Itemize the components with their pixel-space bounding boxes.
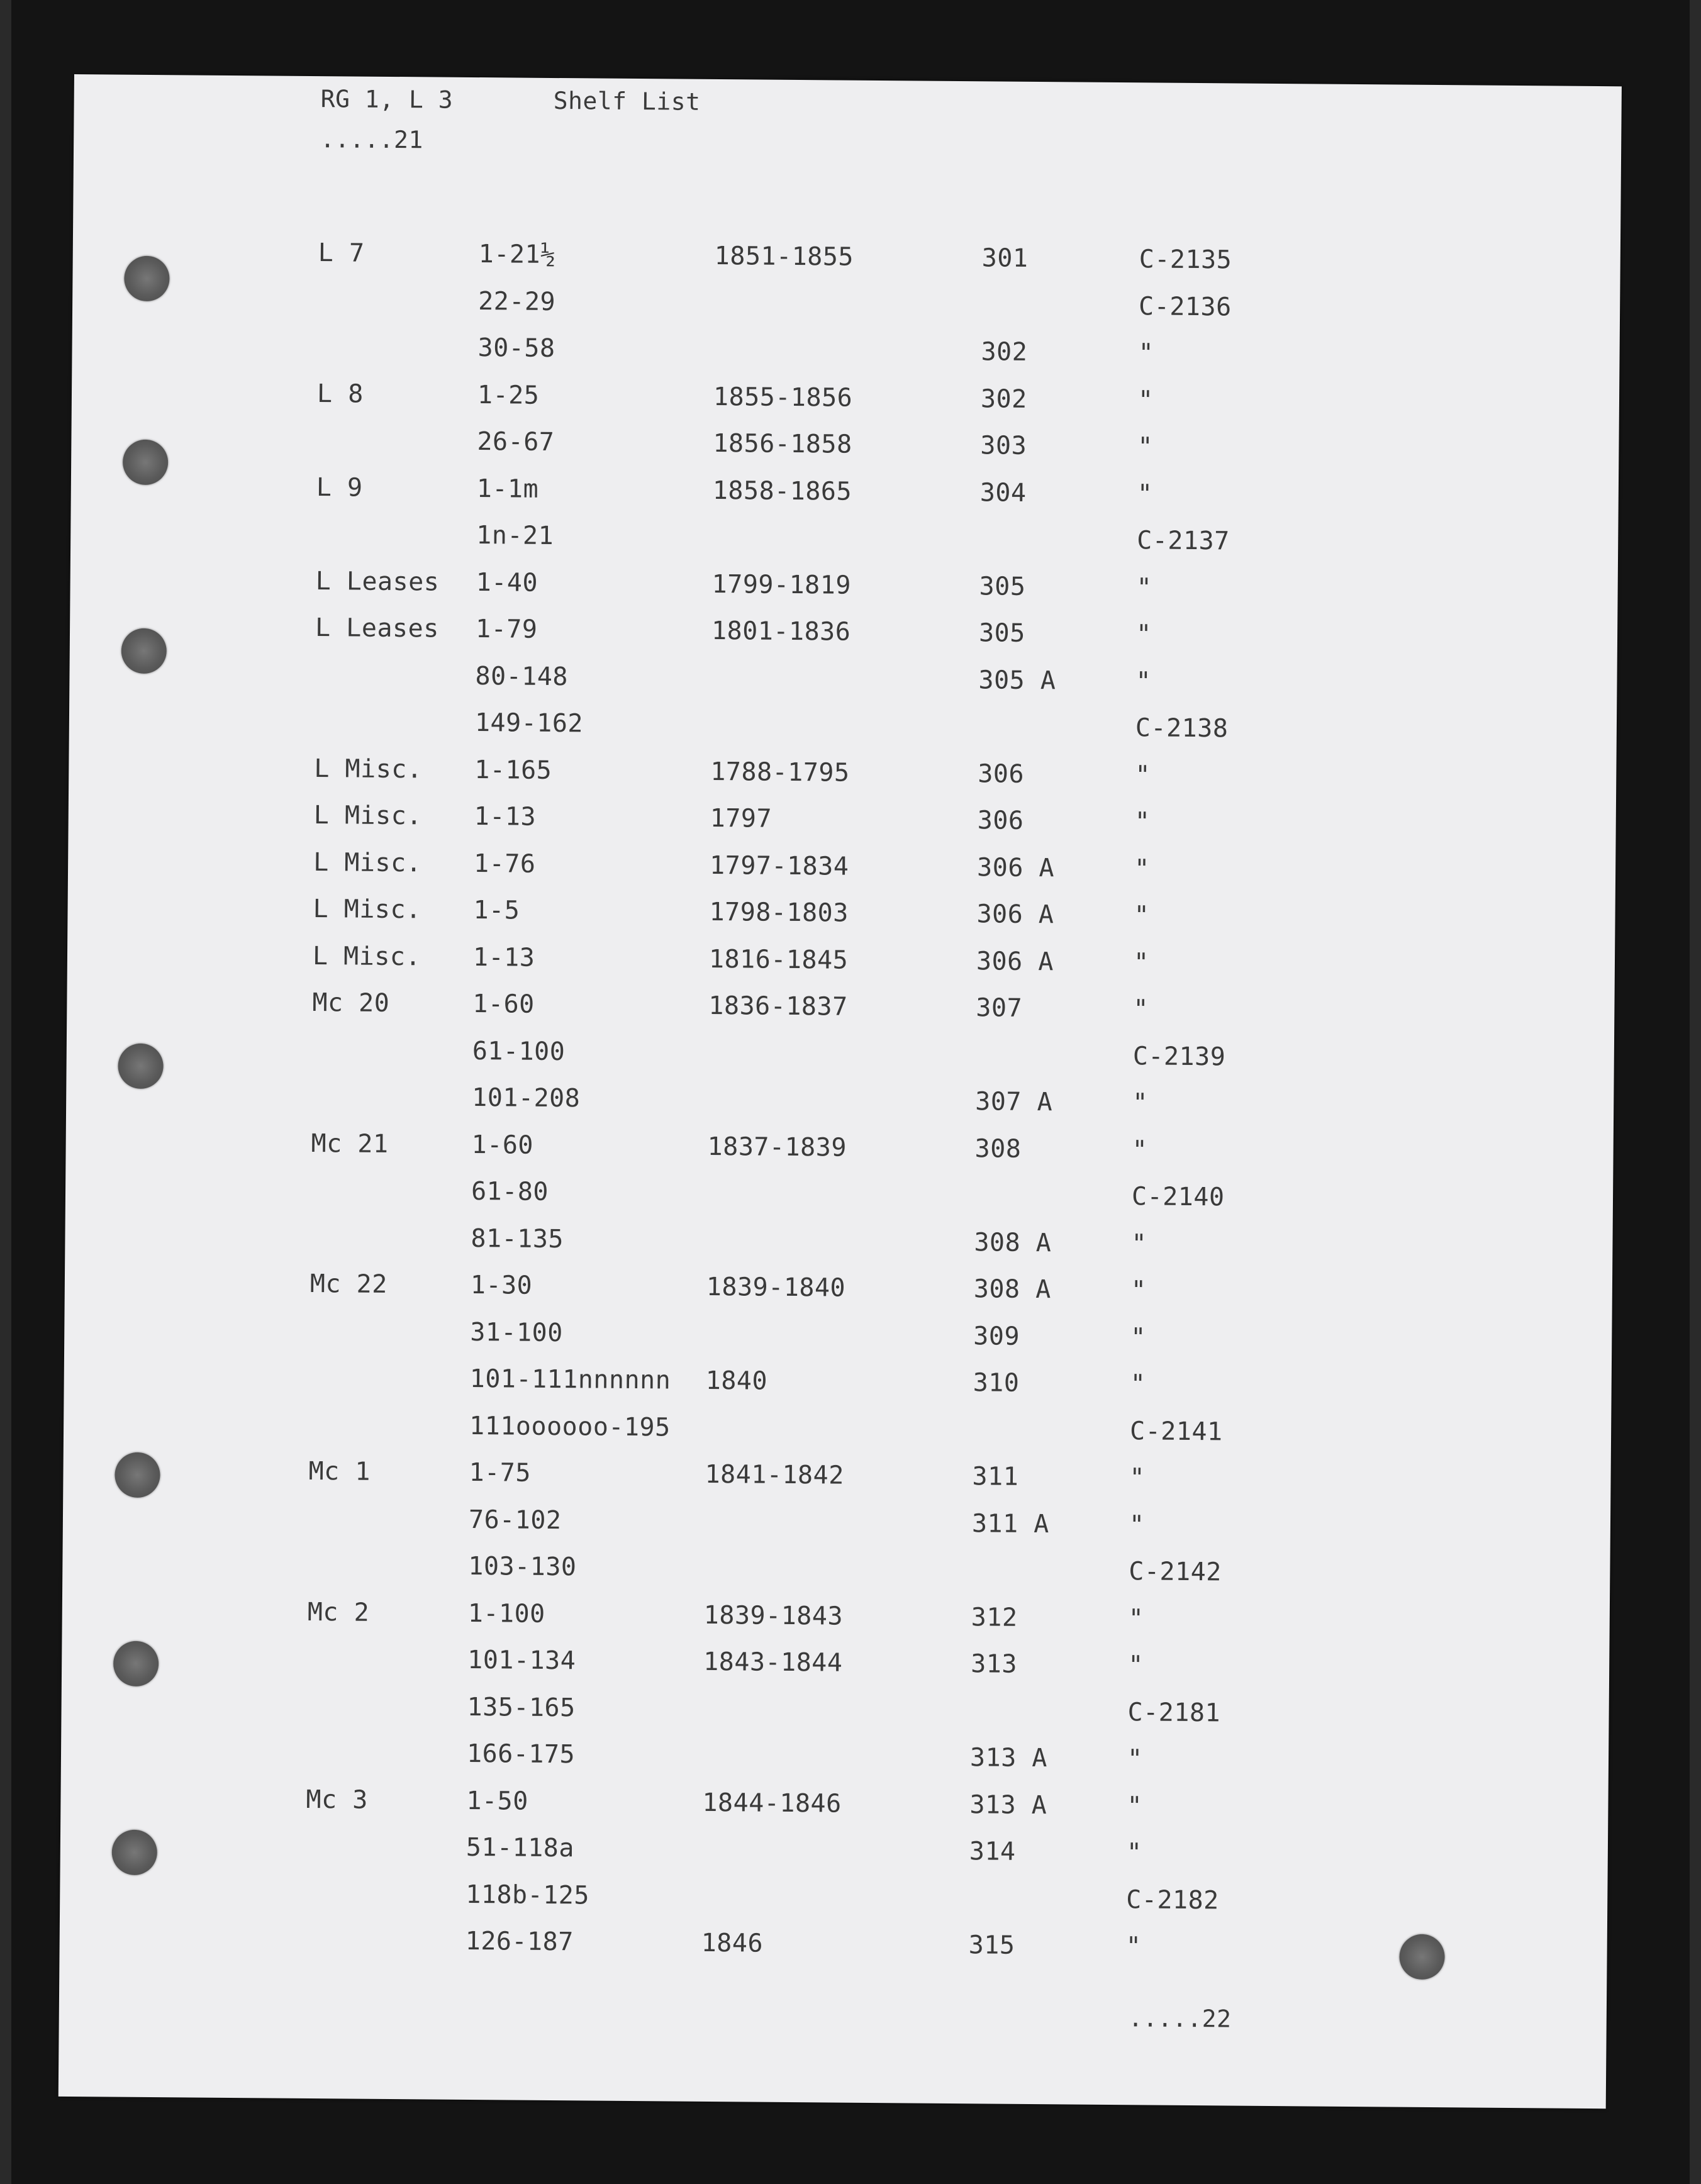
table-row [65,1174,1613,1223]
box-number: 305 [979,571,1026,601]
reel-number: " [1135,666,1152,696]
reel-number: C-2135 [1139,245,1232,275]
reel-number: " [1128,1651,1144,1680]
reel-number: " [1128,1603,1144,1633]
series-label: L Misc. [312,941,421,971]
series-label: Mc 22 [310,1269,388,1299]
table-row [63,1502,1610,1551]
item-range: 1-13 [474,802,537,832]
item-range: 1-60 [471,1130,534,1160]
reel-number: " [1131,1228,1147,1258]
reel-number: " [1134,854,1150,883]
box-number: 308 A [974,1227,1052,1257]
item-range: 149-162 [474,708,584,738]
reel-number: C-2139 [1132,1041,1226,1071]
item-range: 31-100 [470,1317,563,1347]
date-range: 1839-1843 [703,1600,844,1631]
item-range: 118b-125 [466,1880,590,1910]
item-range: 111oooooo-195 [469,1411,671,1442]
item-range: 1-5 [473,896,520,925]
reel-number: " [1135,620,1152,649]
date-range: 1856-1858 [713,428,852,459]
table-row [67,1033,1614,1083]
item-range: 61-100 [472,1036,566,1066]
box-number: 315 [968,1930,1015,1960]
date-range: 1851-1855 [714,242,854,272]
item-range: 26-67 [477,427,555,457]
date-range: 1837-1839 [707,1132,847,1162]
reel-number: " [1136,572,1152,602]
reel-number: " [1137,479,1153,508]
date-range: 1836-1837 [708,991,848,1022]
series-label: Mc 1 [308,1456,371,1486]
date-range: 1840 [705,1366,768,1396]
box-number: 311 [972,1462,1019,1491]
item-range: 1-165 [474,755,552,785]
date-range: 1846 [701,1928,764,1958]
reel-number: " [1129,1463,1146,1493]
table-row [60,1830,1608,1880]
item-range: 1-79 [475,615,538,644]
series-label: Mc 20 [312,988,390,1018]
box-number: 313 A [969,1790,1047,1820]
table-row [71,424,1619,474]
reel-number: C-2142 [1129,1557,1222,1587]
series-label: L Misc. [313,847,422,878]
box-number: 302 [981,337,1028,367]
reel-number: " [1133,994,1149,1024]
table-row [62,1595,1610,1645]
item-range: 1-75 [469,1457,532,1488]
reel-number: " [1127,1744,1143,1774]
box-number: 305 A [978,665,1056,695]
item-range: 101-208 [472,1083,581,1113]
series-label: L Misc. [313,894,421,925]
table-row [62,1549,1610,1598]
date-range: 1799-1819 [711,569,852,600]
item-range: 1-13 [472,942,535,972]
next-page-reference: .....22 [1128,2004,1232,2033]
reel-number: " [1130,1369,1146,1399]
document-title: Shelf List [553,86,701,116]
date-range: 1839-1840 [706,1272,846,1303]
item-range: 166-175 [466,1739,576,1769]
box-number: 306 [978,759,1025,789]
date-range: 1844-1846 [702,1788,842,1819]
document-page [59,74,1622,2109]
item-range: 30-58 [477,333,555,364]
item-range: 22-29 [478,286,556,316]
series-label: L 8 [316,379,364,409]
box-number: 313 [971,1649,1018,1679]
series-label: L 9 [316,472,363,503]
box-number: 314 [969,1837,1016,1866]
date-range: 1816-1845 [708,944,849,975]
reel-number: " [1126,1838,1142,1868]
box-number: 308 [974,1134,1022,1164]
table-row [60,1783,1608,1832]
box-number: 308 A [973,1274,1051,1305]
reel-number: " [1129,1510,1145,1539]
reel-number: C-2137 [1137,526,1230,556]
reel-number: " [1127,1791,1143,1820]
reel-number: " [1137,385,1154,415]
item-range: 101-111nnnnnn [469,1364,671,1395]
item-range: 1-21½ [478,240,556,270]
reel-number: " [1138,338,1154,368]
table-row [63,1455,1610,1505]
box-number: 306 A [976,900,1054,930]
series-label: Mc 3 [306,1785,368,1815]
box-number: 306 A [976,946,1054,976]
table-row [68,845,1615,895]
item-range: 1-25 [477,380,540,410]
reel-number: " [1130,1276,1147,1305]
item-range: 51-118a [466,1832,575,1863]
item-range: 103-130 [468,1551,577,1582]
date-range: 1841-1842 [705,1459,844,1490]
box-number: 306 A [976,852,1055,883]
table-row [70,518,1618,567]
item-range: 1n-21 [476,521,554,551]
table-row [73,237,1620,286]
table-row [59,1924,1607,1973]
series-label: L Misc. [313,801,423,831]
table-row [60,1876,1607,1926]
item-range: 1-100 [467,1598,545,1629]
item-range: 135-165 [467,1692,576,1722]
item-range: 1-60 [472,989,535,1019]
series-label: Mc 21 [311,1128,389,1159]
previous-page-reference: .....21 [320,125,424,154]
box-number: 306 [977,806,1024,835]
table-row [61,1689,1609,1739]
table-row [72,330,1619,380]
table-row [61,1736,1609,1786]
reel-number: " [1134,901,1150,930]
box-number: 302 [980,384,1027,414]
item-range: 61-80 [471,1177,549,1206]
table-row [71,471,1619,520]
item-range: 1-50 [466,1786,528,1816]
box-number: 313 A [969,1743,1048,1773]
date-range: 1797-1834 [709,850,849,881]
reel-number: " [1132,1135,1148,1164]
reel-number: " [1135,760,1151,789]
table-row [67,939,1615,989]
box-number: 311 A [971,1508,1050,1539]
item-range: 76-102 [468,1505,562,1535]
box-number: 303 [980,431,1027,460]
item-range: 101-134 [467,1645,576,1676]
reel-number: " [1133,947,1149,977]
item-range: 80-148 [475,661,569,691]
table-row [64,1314,1612,1364]
record-group-label: RG 1, L 3 [320,85,454,114]
reel-number: C-2181 [1127,1697,1221,1727]
table-row [66,1080,1614,1130]
table-row [69,705,1617,755]
film-edge-left [0,0,11,2184]
table-row [65,1268,1612,1317]
reel-number: C-2141 [1129,1416,1223,1446]
box-number: 307 [976,993,1023,1023]
reel-number: C-2140 [1131,1182,1225,1212]
series-label: L Misc. [314,754,423,784]
reel-number: " [1137,432,1154,462]
item-range: 126-187 [465,1926,574,1957]
series-label: L 7 [318,238,365,268]
box-number: 312 [971,1602,1018,1632]
film-edge-right [1690,0,1701,2184]
item-range: 81-135 [471,1223,564,1254]
table-row [67,986,1614,1036]
table-row [67,893,1615,942]
series-label: L Leases [315,613,439,644]
series-label: Mc 2 [307,1597,370,1627]
reel-number: C-2136 [1138,291,1232,321]
table-row [64,1408,1611,1457]
table-row [65,1127,1613,1176]
item-range: 1-40 [476,567,538,598]
reel-number: " [1130,1322,1147,1352]
item-range: 1-30 [470,1271,533,1300]
box-number: 309 [973,1321,1020,1351]
table-row [70,611,1617,661]
table-row [69,752,1616,801]
box-number: 310 [973,1368,1020,1398]
box-number: 301 [981,243,1029,273]
reel-number: C-2182 [1126,1885,1219,1915]
date-range: 1858-1865 [712,476,852,506]
box-number: 305 [978,618,1025,648]
date-range: 1801-1836 [711,616,851,647]
table-row [62,1642,1609,1692]
reel-number: C-2138 [1135,713,1229,744]
series-label: L Leases [315,566,440,597]
item-range: 1-76 [473,849,536,879]
box-number: 304 [979,477,1027,508]
table-row [72,377,1619,426]
date-range: 1843-1844 [703,1647,843,1678]
item-range: 1-1m [476,474,539,504]
date-range: 1788-1795 [710,757,850,788]
table-row [68,799,1615,849]
date-range: 1798-1803 [709,897,849,928]
date-range: 1855-1856 [713,382,853,413]
reel-number: " [1134,807,1151,837]
table-row [69,658,1617,708]
table-row [72,283,1620,333]
table-row [64,1361,1611,1411]
table-row [65,1220,1612,1270]
reel-number: " [1125,1932,1142,1961]
reel-number: " [1132,1088,1148,1118]
table-row [70,564,1617,614]
date-range: 1797 [710,803,772,833]
box-number: 307 A [975,1087,1053,1117]
